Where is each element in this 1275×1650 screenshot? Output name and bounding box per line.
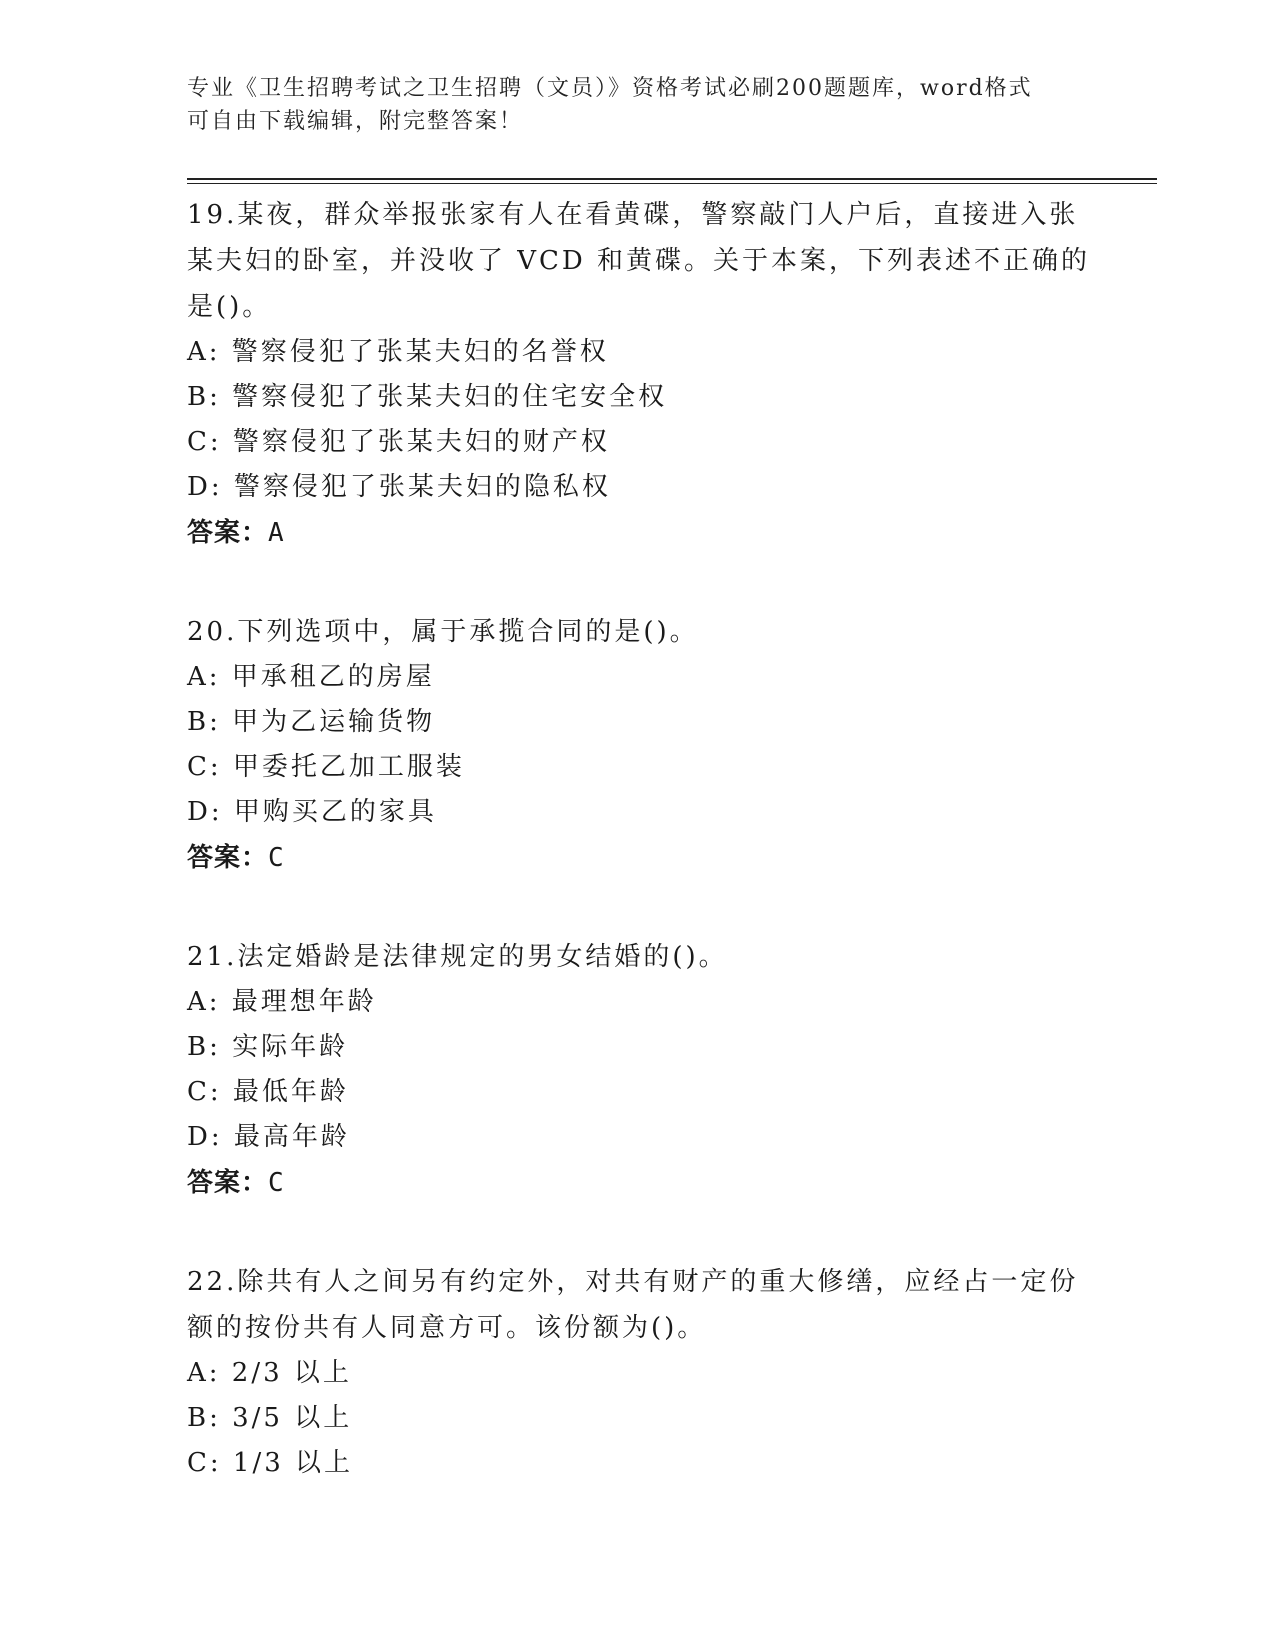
option-c: C: 最低年龄 — [187, 1077, 349, 1107]
question-stem-line: 某夫妇的卧室，并没收了 VCD 和黄碟。关于本案，下列表述不正确的 — [187, 246, 1091, 276]
answer-line — [187, 510, 1087, 556]
header-divider-thin — [187, 183, 1157, 184]
answer-label: 答案： — [187, 518, 269, 548]
question-stem — [187, 609, 1087, 655]
option-a: A: 甲承租乙的房屋 — [187, 662, 435, 692]
option-b: B: 实际年龄 — [187, 1032, 349, 1062]
answer-key: C — [268, 1168, 285, 1198]
option-c: C: 1/3 以上 — [187, 1448, 354, 1478]
answer-line — [187, 835, 1087, 881]
header-divider-thick — [187, 178, 1157, 180]
header-title-line-1: 专业《卫生招聘考试之卫生招聘（文员）》资格考试必刷200题题库，word格式 — [187, 76, 1033, 101]
question-22 — [187, 1259, 1087, 1486]
question-stem — [187, 192, 1091, 330]
question-19 — [187, 192, 1091, 556]
question-list — [187, 192, 1091, 1539]
question-stem-line: 额的按份共有人同意方可。该份额为()。 — [187, 1313, 707, 1343]
question-stem-line: 21.法定婚龄是法律规定的男女结婚的()。 — [187, 942, 728, 972]
question-20 — [187, 609, 1087, 881]
option-a: A: 警察侵犯了张某夫妇的名誉权 — [187, 337, 609, 367]
option-a: A: 2/3 以上 — [187, 1358, 352, 1388]
question-stem-line: 19.某夜，群众举报张家有人在看黄碟，警察敲门人户后，直接进入张 — [187, 200, 1079, 230]
document-header — [187, 72, 1087, 138]
question-stem — [187, 1259, 1087, 1351]
answer-line — [187, 1160, 1087, 1206]
question-stem-line: 22.除共有人之间另有约定外，对共有财产的重大修缮，应经占一定份 — [187, 1267, 1079, 1297]
question-stem-line: 20.下列选项中，属于承揽合同的是()。 — [187, 617, 699, 647]
question-21 — [187, 934, 1087, 1206]
option-a: A: 最理想年龄 — [187, 987, 377, 1017]
option-d: D: 甲购买乙的家具 — [187, 797, 437, 827]
option-c: C: 警察侵犯了张某夫妇的财产权 — [187, 427, 610, 457]
answer-label: 答案： — [187, 1168, 269, 1198]
answer-label: 答案： — [187, 843, 269, 873]
option-b: B: 3/5 以上 — [187, 1403, 353, 1433]
question-stem — [187, 934, 1087, 980]
option-c: C: 甲委托乙加工服装 — [187, 752, 465, 782]
option-d: D: 最高年龄 — [187, 1122, 350, 1152]
question-stem-line: 是()。 — [187, 292, 272, 322]
answer-key: C — [268, 843, 285, 873]
answer-key: A — [268, 518, 285, 548]
option-d: D: 警察侵犯了张某夫妇的隐私权 — [187, 472, 611, 502]
option-b: B: 甲为乙运输货物 — [187, 707, 436, 737]
header-title-line-2: 可自由下载编辑，附完整答案！ — [187, 109, 524, 134]
option-b: B: 警察侵犯了张某夫妇的住宅安全权 — [187, 382, 668, 412]
